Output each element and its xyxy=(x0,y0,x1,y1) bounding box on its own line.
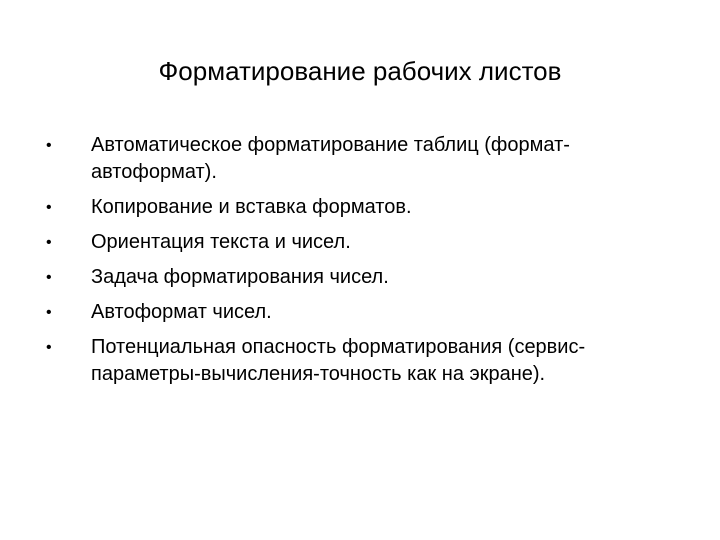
bullet-icon: • xyxy=(46,199,52,216)
list-item-text: Потенциальная опасность форматирования (сервис-параметры-вычисления-точность как на экране). xyxy=(91,336,586,385)
list-item xyxy=(46,334,686,388)
bullet-icon: • xyxy=(46,137,52,154)
list-item-text: Автоматическое форматирование таблиц (формат-автоформат). xyxy=(91,134,570,183)
list-item-text: Автоформат чисел. xyxy=(91,301,272,323)
bullet-icon: • xyxy=(46,304,52,321)
list-item-text: Копирование и вставка форматов. xyxy=(91,196,412,218)
bullet-list xyxy=(46,132,686,396)
bullet-icon: • xyxy=(46,234,52,251)
bullet-icon: • xyxy=(46,269,52,286)
list-item xyxy=(46,194,686,221)
list-item-text: Ориентация текста и чисел. xyxy=(91,231,351,253)
list-item xyxy=(46,132,686,186)
list-item xyxy=(46,229,686,256)
bullet-icon: • xyxy=(46,339,52,356)
list-item xyxy=(46,299,686,326)
slide-title: Форматирование рабочих листов xyxy=(158,56,562,86)
list-item-text: Задача форматирования чисел. xyxy=(91,266,389,288)
list-item xyxy=(46,264,686,291)
